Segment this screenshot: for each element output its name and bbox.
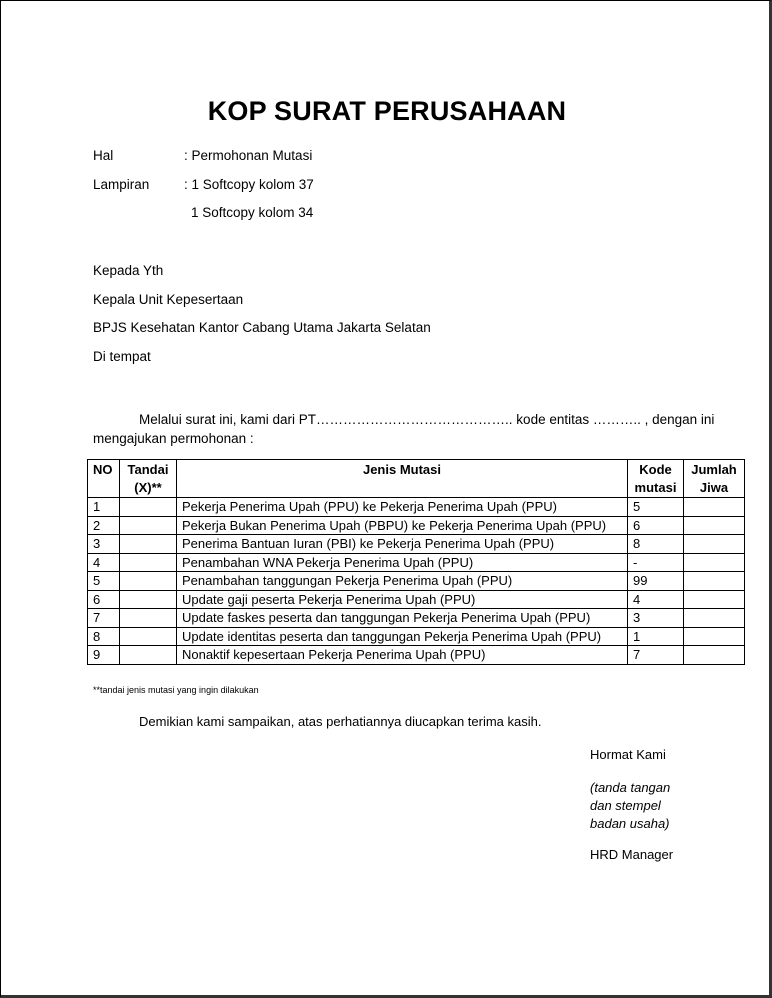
row-mark-cell[interactable] xyxy=(119,498,176,517)
row-mark-cell[interactable] xyxy=(119,572,176,591)
row-kode: 5 xyxy=(628,498,684,517)
lampiran-value-2: 1 Softcopy kolom 34 xyxy=(191,205,314,220)
row-jenis: Update identitas peserta dan tanggungan Pekerja Penerima Upah (PPU) xyxy=(176,627,627,646)
body-paragraph-line-1: Melalui surat ini, kami dari PT…………………………………….. kode entitas ……….. , dengan ini xyxy=(139,412,715,427)
row-no: 5 xyxy=(88,572,120,591)
signature-note-line-2: dan stempel xyxy=(590,798,661,813)
hal-value: : Permohonan Mutasi xyxy=(184,148,313,163)
row-jenis: Penerima Bantuan Iuran (PBI) ke Pekerja Penerima Upah (PPU) xyxy=(176,535,627,554)
row-jumlah-cell[interactable] xyxy=(683,516,744,535)
table-row xyxy=(88,498,745,517)
closing-sentence: Demikian kami sampaikan, atas perhatiannya diucapkan terima kasih. xyxy=(139,714,542,729)
row-jenis: Pekerja Bukan Penerima Upah (PBPU) ke Pekerja Penerima Upah (PPU) xyxy=(176,516,627,535)
table-footnote: **tandai jenis mutasi yang ingin dilakukan xyxy=(93,685,259,695)
row-jumlah-cell[interactable] xyxy=(683,627,744,646)
table-row xyxy=(88,516,745,535)
row-kode: - xyxy=(628,553,684,572)
row-kode: 1 xyxy=(628,627,684,646)
row-mark-cell[interactable] xyxy=(119,646,176,665)
row-no: 9 xyxy=(88,646,120,665)
row-kode: 4 xyxy=(628,590,684,609)
row-jenis: Nonaktif kepesertaan Pekerja Penerima Upah (PPU) xyxy=(176,646,627,665)
letterhead-title: KOP SURAT PERUSAHAAN xyxy=(207,96,567,126)
recipient-line-4: Di tempat xyxy=(93,349,151,364)
header-tandai: Tandai (X)** xyxy=(119,460,176,498)
row-jenis: Penambahan tanggungan Pekerja Penerima Upah (PPU) xyxy=(176,572,627,591)
recipient-line-1: Kepada Yth xyxy=(93,263,164,278)
signature-note-line-1: (tanda tangan xyxy=(590,780,671,795)
recipient-line-2: Kepala Unit Kepesertaan xyxy=(93,292,244,307)
table-row xyxy=(88,590,745,609)
header-no: NO xyxy=(88,460,120,498)
row-mark-cell[interactable] xyxy=(119,609,176,628)
row-jumlah-cell[interactable] xyxy=(683,553,744,572)
row-mark-cell[interactable] xyxy=(119,590,176,609)
signature-note-line-3: badan usaha) xyxy=(590,816,670,831)
table-row xyxy=(88,553,745,572)
hal-label: Hal xyxy=(93,148,114,163)
header-kode-mutasi: Kode mutasi xyxy=(628,460,684,498)
row-no: 4 xyxy=(88,553,120,572)
row-no: 1 xyxy=(88,498,120,517)
table-row xyxy=(88,609,745,628)
row-mark-cell[interactable] xyxy=(119,516,176,535)
row-jumlah-cell[interactable] xyxy=(683,498,744,517)
row-mark-cell[interactable] xyxy=(119,627,176,646)
row-kode: 6 xyxy=(628,516,684,535)
row-no: 6 xyxy=(88,590,120,609)
mutation-table xyxy=(87,459,745,665)
row-jenis: Update gaji peserta Pekerja Penerima Upah (PPU) xyxy=(176,590,627,609)
table-row xyxy=(88,572,745,591)
row-no: 8 xyxy=(88,627,120,646)
row-jumlah-cell[interactable] xyxy=(683,646,744,665)
row-jenis: Update faskes peserta dan tanggungan Pekerja Penerima Upah (PPU) xyxy=(176,609,627,628)
row-no: 2 xyxy=(88,516,120,535)
recipient-line-3: BPJS Kesehatan Kantor Cabang Utama Jakarta Selatan xyxy=(93,320,431,335)
row-jenis: Penambahan WNA Pekerja Penerima Upah (PPU) xyxy=(176,553,627,572)
table-row xyxy=(88,627,745,646)
row-kode: 8 xyxy=(628,535,684,554)
row-jumlah-cell[interactable] xyxy=(683,535,744,554)
lampiran-label: Lampiran xyxy=(93,177,150,192)
row-jumlah-cell[interactable] xyxy=(683,572,744,591)
body-paragraph-line-2: mengajukan permohonan : xyxy=(93,431,254,446)
salutation: Hormat Kami xyxy=(590,747,666,762)
header-jenis-mutasi: Jenis Mutasi xyxy=(176,460,627,498)
row-mark-cell[interactable] xyxy=(119,553,176,572)
row-mark-cell[interactable] xyxy=(119,535,176,554)
table-header-row xyxy=(88,460,745,498)
header-jumlah-jiwa: Jumlah Jiwa xyxy=(683,460,744,498)
signatory-title: HRD Manager xyxy=(590,847,674,862)
lampiran-value-1: : 1 Softcopy kolom 37 xyxy=(184,177,314,192)
row-jumlah-cell[interactable] xyxy=(683,609,744,628)
row-jumlah-cell[interactable] xyxy=(683,590,744,609)
row-no: 7 xyxy=(88,609,120,628)
row-kode: 3 xyxy=(628,609,684,628)
table-row xyxy=(88,646,745,665)
row-no: 3 xyxy=(88,535,120,554)
row-kode: 7 xyxy=(628,646,684,665)
row-jenis: Pekerja Penerima Upah (PPU) ke Pekerja Penerima Upah (PPU) xyxy=(176,498,627,517)
table-row xyxy=(88,535,745,554)
row-kode: 99 xyxy=(628,572,684,591)
